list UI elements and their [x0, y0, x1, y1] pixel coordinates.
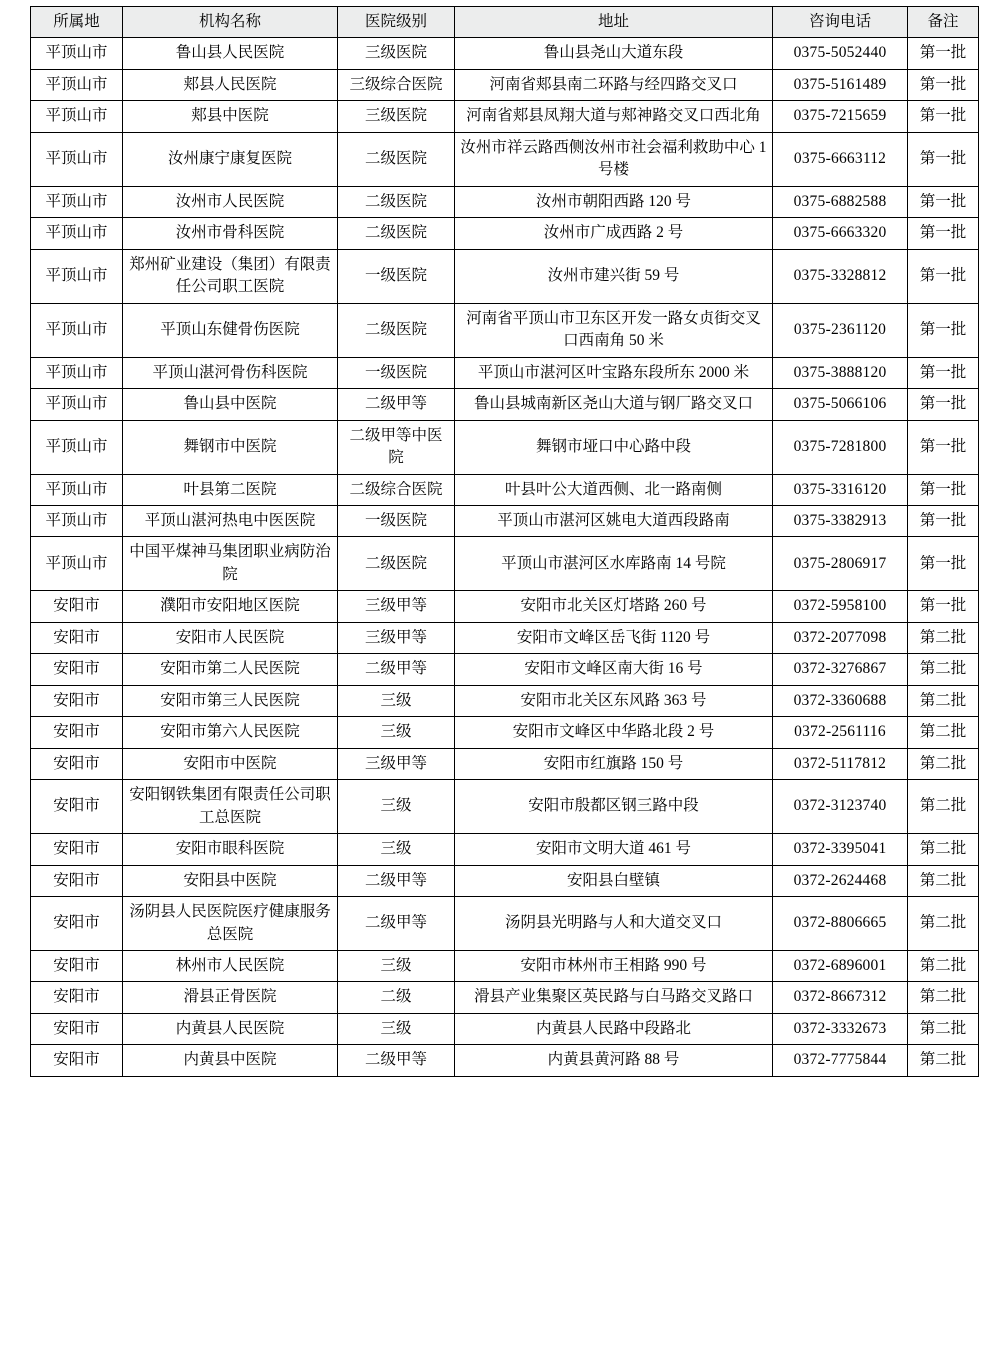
cell-level: 三级综合医院	[338, 69, 455, 100]
table-row	[31, 1045, 979, 1076]
cell-name: 舞钢市中医院	[123, 420, 338, 474]
cell-phone: 0375-7215659	[773, 101, 908, 132]
cell-address: 安阳市北关区东风路 363 号	[455, 685, 773, 716]
cell-address: 河南省平顶山市卫东区开发一路女贞街交叉口西南角 50 米	[455, 303, 773, 357]
cell-batch: 第一批	[908, 420, 979, 474]
cell-level: 三级	[338, 951, 455, 982]
cell-region: 平顶山市	[31, 38, 123, 69]
cell-batch: 第二批	[908, 897, 979, 951]
cell-name: 汝州康宁康复医院	[123, 132, 338, 186]
cell-level: 三级	[338, 717, 455, 748]
cell-batch: 第一批	[908, 357, 979, 388]
cell-address: 舞钢市垭口中心路中段	[455, 420, 773, 474]
cell-region: 安阳市	[31, 951, 123, 982]
cell-region: 安阳市	[31, 865, 123, 896]
cell-phone: 0375-2361120	[773, 303, 908, 357]
cell-batch: 第一批	[908, 537, 979, 591]
table-row	[31, 685, 979, 716]
table-row	[31, 717, 979, 748]
cell-name: 内黄县人民医院	[123, 1013, 338, 1044]
cell-level: 二级综合医院	[338, 474, 455, 505]
cell-level: 二级甲等中医院	[338, 420, 455, 474]
cell-level: 三级甲等	[338, 591, 455, 622]
cell-name: 濮阳市安阳地区医院	[123, 591, 338, 622]
cell-name: 林州市人民医院	[123, 951, 338, 982]
cell-address: 汤阴县光明路与人和大道交叉口	[455, 897, 773, 951]
cell-batch: 第一批	[908, 186, 979, 217]
table-row	[31, 249, 979, 303]
table-row	[31, 951, 979, 982]
table-row	[31, 474, 979, 505]
table-row	[31, 186, 979, 217]
cell-address: 汝州市广成西路 2 号	[455, 218, 773, 249]
cell-level: 三级	[338, 1013, 455, 1044]
cell-address: 河南省郏县凤翔大道与郏神路交叉口西北角	[455, 101, 773, 132]
cell-batch: 第二批	[908, 834, 979, 865]
cell-address: 内黄县人民路中段路北	[455, 1013, 773, 1044]
cell-level: 二级医院	[338, 537, 455, 591]
cell-phone: 0375-5052440	[773, 38, 908, 69]
cell-phone: 0375-3316120	[773, 474, 908, 505]
cell-region: 安阳市	[31, 685, 123, 716]
table-row	[31, 132, 979, 186]
cell-name: 安阳市人民医院	[123, 622, 338, 653]
cell-region: 平顶山市	[31, 101, 123, 132]
cell-region: 安阳市	[31, 622, 123, 653]
table-row	[31, 865, 979, 896]
cell-batch: 第一批	[908, 38, 979, 69]
table-row	[31, 622, 979, 653]
cell-region: 平顶山市	[31, 537, 123, 591]
cell-batch: 第一批	[908, 101, 979, 132]
cell-phone: 0372-2624468	[773, 865, 908, 896]
cell-phone: 0372-3123740	[773, 780, 908, 834]
cell-region: 平顶山市	[31, 186, 123, 217]
cell-batch: 第一批	[908, 389, 979, 420]
cell-address: 安阳市文明大道 461 号	[455, 834, 773, 865]
cell-phone: 0372-2561116	[773, 717, 908, 748]
cell-address: 平顶山市湛河区水库路南 14 号院	[455, 537, 773, 591]
cell-name: 内黄县中医院	[123, 1045, 338, 1076]
cell-address: 平顶山市湛河区叶宝路东段所东 2000 米	[455, 357, 773, 388]
cell-level: 二级医院	[338, 303, 455, 357]
table-row	[31, 897, 979, 951]
cell-phone: 0375-6882588	[773, 186, 908, 217]
column-header-batch: 备注	[908, 7, 979, 38]
cell-level: 三级	[338, 780, 455, 834]
cell-address: 安阳市北关区灯塔路 260 号	[455, 591, 773, 622]
cell-region: 平顶山市	[31, 357, 123, 388]
cell-level: 二级甲等	[338, 897, 455, 951]
cell-phone: 0372-8667312	[773, 982, 908, 1013]
cell-name: 郏县中医院	[123, 101, 338, 132]
cell-name: 安阳市第六人民医院	[123, 717, 338, 748]
cell-level: 二级医院	[338, 218, 455, 249]
table-row	[31, 654, 979, 685]
cell-phone: 0375-5161489	[773, 69, 908, 100]
cell-region: 安阳市	[31, 780, 123, 834]
cell-region: 安阳市	[31, 897, 123, 951]
cell-level: 三级	[338, 834, 455, 865]
cell-batch: 第二批	[908, 748, 979, 779]
table-row	[31, 748, 979, 779]
cell-address: 滑县产业集聚区英民路与白马路交叉路口	[455, 982, 773, 1013]
table-row	[31, 38, 979, 69]
cell-name: 安阳市眼科医院	[123, 834, 338, 865]
cell-phone: 0375-5066106	[773, 389, 908, 420]
cell-address: 安阳市殷都区钢三路中段	[455, 780, 773, 834]
cell-region: 安阳市	[31, 1013, 123, 1044]
column-header-level: 医院级别	[338, 7, 455, 38]
cell-batch: 第一批	[908, 69, 979, 100]
cell-name: 叶县第二医院	[123, 474, 338, 505]
cell-region: 平顶山市	[31, 389, 123, 420]
cell-batch: 第二批	[908, 1045, 979, 1076]
hospital-directory-table	[30, 6, 979, 1077]
cell-name: 汤阴县人民医院医疗健康服务总医院	[123, 897, 338, 951]
table-header-row	[31, 7, 979, 38]
cell-name: 郏县人民医院	[123, 69, 338, 100]
cell-batch: 第一批	[908, 249, 979, 303]
column-header-phone: 咨询电话	[773, 7, 908, 38]
cell-address: 汝州市建兴街 59 号	[455, 249, 773, 303]
cell-address: 安阳市文峰区岳飞街 1120 号	[455, 622, 773, 653]
table-row	[31, 982, 979, 1013]
cell-region: 安阳市	[31, 717, 123, 748]
table-row	[31, 357, 979, 388]
cell-batch: 第二批	[908, 654, 979, 685]
cell-level: 三级甲等	[338, 748, 455, 779]
cell-name: 郑州矿业建设（集团）有限责任公司职工医院	[123, 249, 338, 303]
cell-phone: 0375-3888120	[773, 357, 908, 388]
cell-name: 汝州市人民医院	[123, 186, 338, 217]
table-row	[31, 834, 979, 865]
cell-name: 平顶山湛河骨伤科医院	[123, 357, 338, 388]
column-header-region: 所属地	[31, 7, 123, 38]
cell-name: 鲁山县人民医院	[123, 38, 338, 69]
cell-level: 一级医院	[338, 505, 455, 536]
cell-batch: 第二批	[908, 717, 979, 748]
cell-phone: 0375-6663112	[773, 132, 908, 186]
cell-phone: 0372-7775844	[773, 1045, 908, 1076]
cell-region: 安阳市	[31, 982, 123, 1013]
cell-phone: 0372-3395041	[773, 834, 908, 865]
cell-region: 安阳市	[31, 834, 123, 865]
cell-address: 汝州市祥云路西侧汝州市社会福利救助中心 1 号楼	[455, 132, 773, 186]
cell-region: 平顶山市	[31, 132, 123, 186]
cell-name: 安阳县中医院	[123, 865, 338, 896]
cell-level: 二级甲等	[338, 389, 455, 420]
table-row	[31, 69, 979, 100]
cell-phone: 0375-2806917	[773, 537, 908, 591]
cell-address: 安阳市文峰区中华路北段 2 号	[455, 717, 773, 748]
cell-phone: 0372-3332673	[773, 1013, 908, 1044]
cell-address: 安阳市文峰区南大街 16 号	[455, 654, 773, 685]
cell-region: 安阳市	[31, 591, 123, 622]
table-row	[31, 537, 979, 591]
cell-name: 平顶山东健骨伤医院	[123, 303, 338, 357]
cell-level: 二级医院	[338, 186, 455, 217]
table-row	[31, 780, 979, 834]
table-row	[31, 505, 979, 536]
cell-batch: 第一批	[908, 505, 979, 536]
cell-region: 平顶山市	[31, 420, 123, 474]
cell-level: 二级甲等	[338, 865, 455, 896]
cell-level: 三级甲等	[338, 622, 455, 653]
table-row	[31, 1013, 979, 1044]
cell-name: 安阳市中医院	[123, 748, 338, 779]
cell-name: 安阳钢铁集团有限责任公司职工总医院	[123, 780, 338, 834]
table-row	[31, 591, 979, 622]
cell-address: 内黄县黄河路 88 号	[455, 1045, 773, 1076]
cell-level: 一级医院	[338, 357, 455, 388]
table-row	[31, 420, 979, 474]
cell-batch: 第二批	[908, 1013, 979, 1044]
cell-level: 二级甲等	[338, 654, 455, 685]
cell-address: 平顶山市湛河区姚电大道西段路南	[455, 505, 773, 536]
cell-address: 安阳市林州市王相路 990 号	[455, 951, 773, 982]
cell-level: 一级医院	[338, 249, 455, 303]
cell-phone: 0372-3276867	[773, 654, 908, 685]
cell-region: 平顶山市	[31, 303, 123, 357]
cell-batch: 第一批	[908, 303, 979, 357]
cell-address: 鲁山县城南新区尧山大道与钢厂路交叉口	[455, 389, 773, 420]
cell-name: 安阳市第三人民医院	[123, 685, 338, 716]
cell-batch: 第二批	[908, 865, 979, 896]
cell-name: 滑县正骨医院	[123, 982, 338, 1013]
column-header-address: 地址	[455, 7, 773, 38]
table-row	[31, 101, 979, 132]
cell-level: 三级	[338, 685, 455, 716]
cell-phone: 0375-3328812	[773, 249, 908, 303]
cell-phone: 0372-2077098	[773, 622, 908, 653]
cell-address: 安阳市红旗路 150 号	[455, 748, 773, 779]
cell-batch: 第一批	[908, 474, 979, 505]
cell-address: 汝州市朝阳西路 120 号	[455, 186, 773, 217]
cell-address: 河南省郏县南二环路与经四路交叉口	[455, 69, 773, 100]
table-row	[31, 218, 979, 249]
cell-level: 三级医院	[338, 38, 455, 69]
table-row	[31, 303, 979, 357]
cell-region: 平顶山市	[31, 474, 123, 505]
cell-phone: 0372-6896001	[773, 951, 908, 982]
column-header-name: 机构名称	[123, 7, 338, 38]
cell-phone: 0372-5958100	[773, 591, 908, 622]
cell-level: 二级	[338, 982, 455, 1013]
cell-level: 二级甲等	[338, 1045, 455, 1076]
cell-phone: 0372-8806665	[773, 897, 908, 951]
cell-region: 平顶山市	[31, 505, 123, 536]
cell-name: 平顶山湛河热电中医医院	[123, 505, 338, 536]
cell-name: 中国平煤神马集团职业病防治院	[123, 537, 338, 591]
cell-region: 平顶山市	[31, 69, 123, 100]
cell-batch: 第一批	[908, 132, 979, 186]
table-row	[31, 389, 979, 420]
cell-address: 叶县叶公大道西侧、北一路南侧	[455, 474, 773, 505]
cell-phone: 0372-3360688	[773, 685, 908, 716]
cell-phone: 0372-5117812	[773, 748, 908, 779]
cell-region: 安阳市	[31, 654, 123, 685]
cell-batch: 第一批	[908, 591, 979, 622]
cell-region: 平顶山市	[31, 249, 123, 303]
cell-name: 汝州市骨科医院	[123, 218, 338, 249]
table-body	[31, 38, 979, 1076]
cell-batch: 第二批	[908, 685, 979, 716]
cell-level: 二级医院	[338, 132, 455, 186]
cell-batch: 第二批	[908, 982, 979, 1013]
cell-address: 安阳县白壁镇	[455, 865, 773, 896]
cell-region: 安阳市	[31, 1045, 123, 1076]
cell-phone: 0375-6663320	[773, 218, 908, 249]
cell-phone: 0375-3382913	[773, 505, 908, 536]
cell-name: 安阳市第二人民医院	[123, 654, 338, 685]
cell-batch: 第一批	[908, 218, 979, 249]
cell-level: 三级医院	[338, 101, 455, 132]
cell-address: 鲁山县尧山大道东段	[455, 38, 773, 69]
cell-region: 安阳市	[31, 748, 123, 779]
table-header	[31, 7, 979, 38]
cell-batch: 第二批	[908, 622, 979, 653]
cell-batch: 第二批	[908, 951, 979, 982]
cell-batch: 第二批	[908, 780, 979, 834]
cell-phone: 0375-7281800	[773, 420, 908, 474]
cell-name: 鲁山县中医院	[123, 389, 338, 420]
cell-region: 平顶山市	[31, 218, 123, 249]
